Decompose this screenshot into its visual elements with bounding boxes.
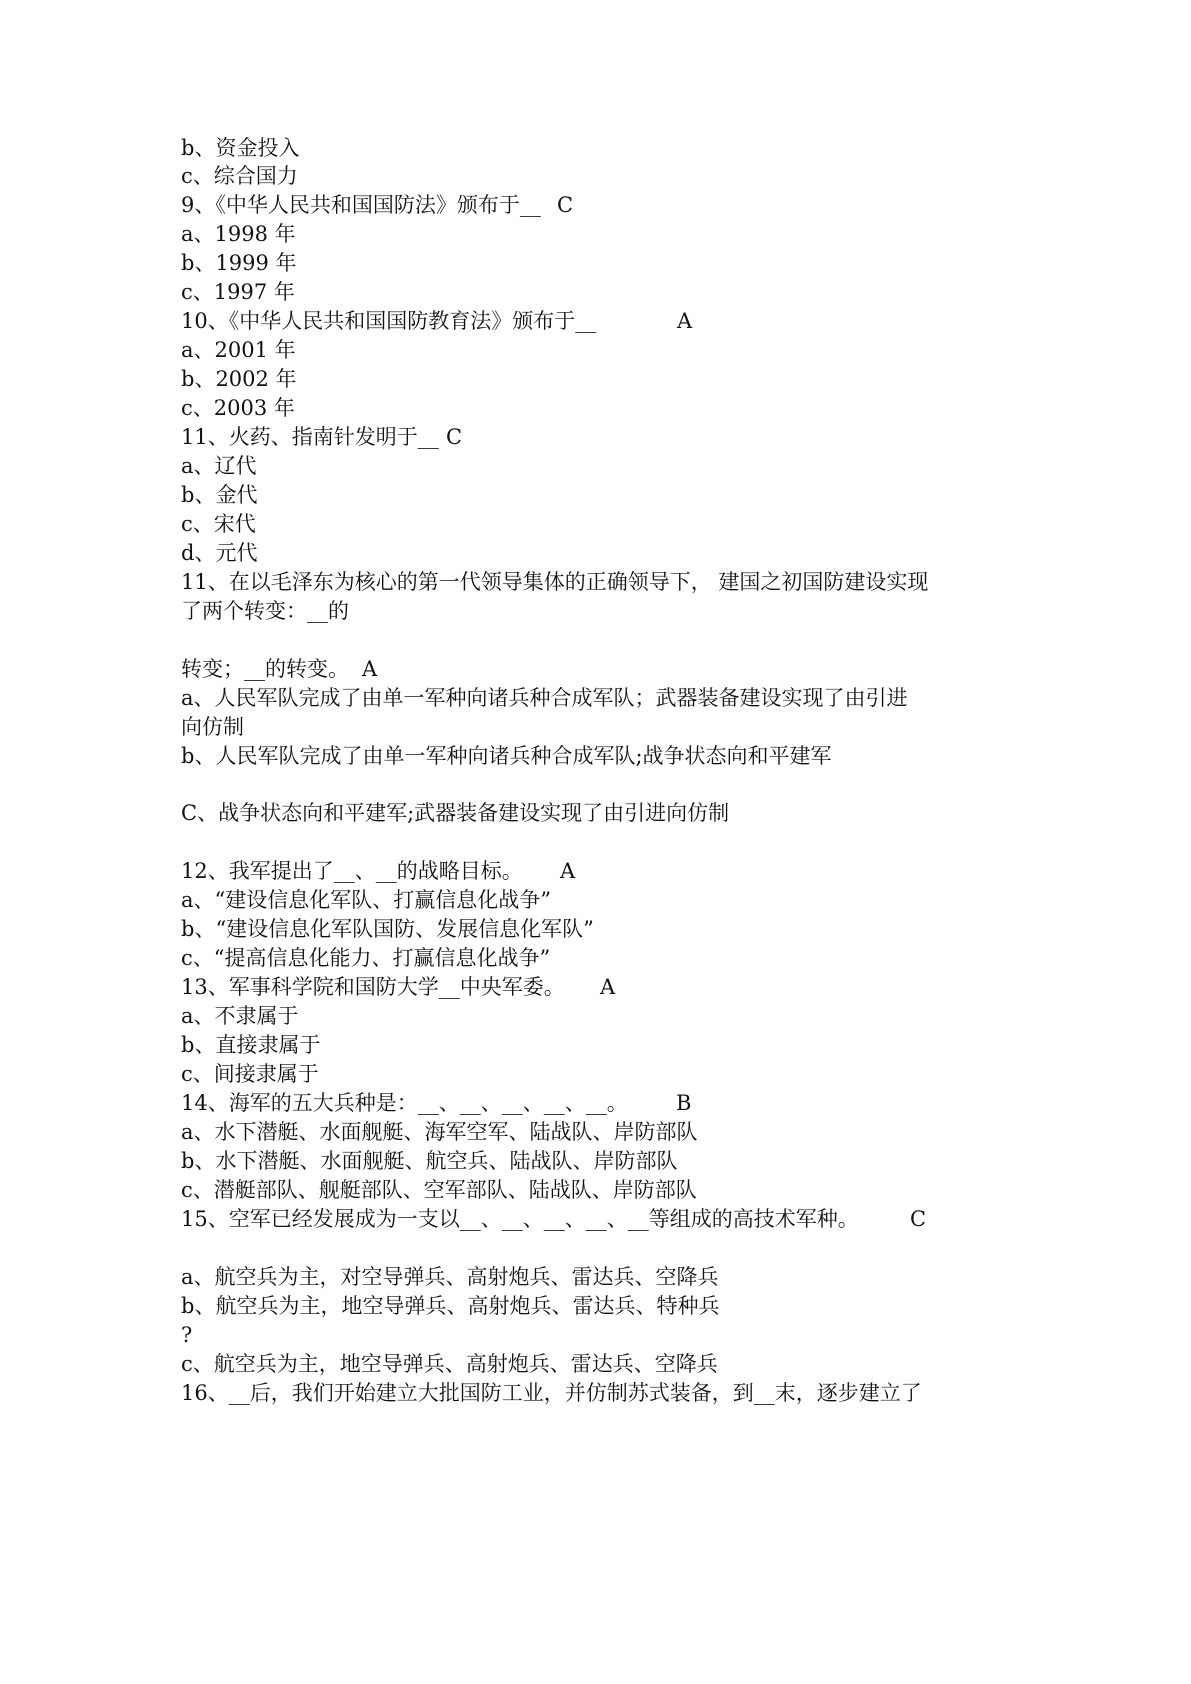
answer-15: C bbox=[910, 1207, 927, 1231]
option-line: a、辽代 bbox=[181, 454, 257, 478]
stray-mark: ? bbox=[181, 1323, 193, 1347]
option-line: a、人民军队完成了由单一军种向诸兵种合成军队；武器装备建设实现了由引进 bbox=[181, 686, 908, 710]
question-11b-cont: 转变；__的转变。 bbox=[181, 657, 349, 681]
question-16: 16、__后，我们开始建立大批国防工业，并仿制苏式装备，到__末，逐步建立了 bbox=[181, 1381, 922, 1405]
option-line: b、航空兵为主，地空导弹兵、高射炮兵、雷达兵、特种兵 bbox=[181, 1294, 720, 1318]
option-line: c、综合国力 bbox=[181, 164, 298, 188]
option-line: b、水下潜艇、水面舰艇、航空兵、陆战队、岸防部队 bbox=[181, 1149, 678, 1173]
question-11a: 11、火药、指南针发明于__ bbox=[181, 425, 439, 449]
option-line: c、1997 年 bbox=[181, 280, 295, 304]
question-11b: 11、在以毛泽东为核心的第一代领导集体的正确领导下， 建国之初国防建设实现 bbox=[181, 570, 929, 594]
option-line: a、不隶属于 bbox=[181, 1004, 299, 1028]
option-line: c、“提高信息化能力、打赢信息化战争” bbox=[181, 946, 551, 970]
question-12: 12、我军提出了__、__的战略目标。 bbox=[181, 859, 523, 883]
option-line: b、“建设信息化军队国防、发展信息化军队” bbox=[181, 917, 594, 941]
option-line: 向仿制 bbox=[181, 715, 244, 739]
answer-10: A bbox=[677, 309, 693, 333]
question-11b-cont: 了两个转变：__的 bbox=[181, 599, 349, 623]
answer-9: C bbox=[557, 193, 574, 217]
option-line: c、间接隶属于 bbox=[181, 1062, 319, 1086]
option-line: a、水下潜艇、水面舰艇、海军空军、陆战队、岸防部队 bbox=[181, 1120, 698, 1144]
option-line: a、“建设信息化军队、打赢信息化战争” bbox=[181, 888, 551, 912]
question-14: 14、海军的五大兵种是：__、__、__、__、__。 bbox=[181, 1091, 628, 1115]
answer-11a: C bbox=[446, 425, 463, 449]
option-line: d、元代 bbox=[181, 541, 258, 565]
option-line: a、1998 年 bbox=[181, 222, 296, 246]
option-line: b、直接隶属于 bbox=[181, 1033, 321, 1057]
option-line: b、2002 年 bbox=[181, 367, 297, 391]
answer-11b: A bbox=[362, 657, 378, 681]
answer-12: A bbox=[560, 859, 576, 883]
question-10: 10、《中华人民共和国国防教育法》颁布于__ bbox=[181, 309, 597, 333]
question-15: 15、空军已经发展成为一支以__、__、__、__、__等组成的高技术军种。 bbox=[181, 1207, 859, 1231]
option-line: b、1999 年 bbox=[181, 251, 297, 275]
answer-14: B bbox=[676, 1091, 692, 1115]
option-line: b、人民军队完成了由单一军种向诸兵种合成军队;战争状态向和平建军 bbox=[181, 744, 832, 768]
option-line: a、航空兵为主，对空导弹兵、高射炮兵、雷达兵、空降兵 bbox=[181, 1265, 719, 1289]
option-line: c、航空兵为主，地空导弹兵、高射炮兵、雷达兵、空降兵 bbox=[181, 1352, 718, 1376]
option-line: C、战争状态向和平建军;武器装备建设实现了由引进向仿制 bbox=[181, 801, 730, 825]
option-line: a、2001 年 bbox=[181, 338, 296, 362]
option-line: b、资金投入 bbox=[181, 136, 300, 160]
option-line: b、金代 bbox=[181, 483, 258, 507]
option-line: c、2003 年 bbox=[181, 396, 295, 420]
question-13: 13、军事科学院和国防大学__中央军委。 bbox=[181, 975, 565, 999]
question-9: 9、《中华人民共和国国防法》颁布于__ bbox=[181, 193, 541, 217]
answer-13: A bbox=[600, 975, 616, 999]
option-line: c、潜艇部队、舰艇部队、空军部队、陆战队、岸防部队 bbox=[181, 1178, 697, 1202]
option-line: c、宋代 bbox=[181, 512, 256, 536]
